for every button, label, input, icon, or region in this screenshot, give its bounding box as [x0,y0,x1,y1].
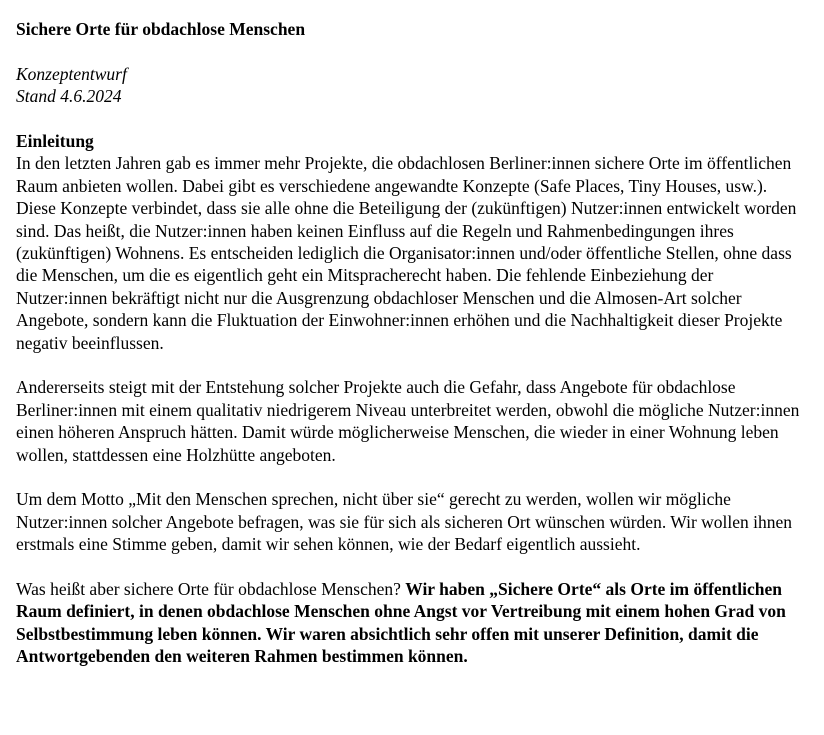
paragraph-risk: Andererseits steigt mit der Entstehung solcher Projekte auch die Gefahr, dass Angebote für obdachlose Berliner:innen mit einem qualitativ niedrigerem Niveau unterbreitet werden, obwohl die mögliche Nutzer:innen einen höheren Anspruch hätten. Damit würde möglicherweise Menschen, die wieder in einer Wohnung leben wollen, stattdessen eine Holzhütte angeboten. [16,377,800,465]
paragraph-motto: Um dem Motto „Mit den Menschen sprechen, nicht über sie“ gerecht zu werden, wollen wir mögliche Nutzer:innen solcher Angebote befragen, was sie für sich als sicheren Ort wünschen würden. Wir wollen ihnen erstmals eine Stimme geben, damit wir sehen können, wie der Bedarf eigentlich aussieht. [16,489,793,555]
paragraph-definition [16,578,808,668]
paragraph-definition-question: Was heißt aber sichere Orte für obdachlose Menschen? [16,579,406,600]
document-title: Sichere Orte für obdachlose Menschen [16,19,306,39]
paragraph-intro: In den letzten Jahren gab es immer mehr Projekte, die obdachlosen Berliner:innen sichere Orte im öffentlichen Raum anbieten wollen. Dabei gibt es verschiedene angewandte Konzepte (Safe Places, Tiny Houses, usw.). Diese Konzepte verbindet, dass sie alle ohne die Beteiligung der (zukünftigen) Nutzer:innen entwickelt worden sind. Das heißt, die Nutzer:innen haben keinen Einfluss auf die Regeln und Rahmenbedingungen ihres (zukünftigen) Wohnens. Es entscheiden lediglich die Organisator:innen und/oder öffentliche Stellen, ohne dass die Menschen, um die es eigentlich geht ein Mitspracherecht haben. Die fehlende Einbeziehung der Nutzer:innen bekräftigt nicht nur die Ausgrenzung obdachloser Menschen und die Almosen-Art solcher Angebote, sondern kann die Fluktuation der Einwohner:innen erhöhen und die Nachhaltigkeit dieser Projekte negativ beeinflussen. [16,153,797,353]
doc-date-line: Stand 4.6.2024 [16,86,122,107]
paragraph-definition-statement: Wir haben „Sichere Orte“ als Orte im öffentlichen Raum definiert, in denen obdachlose Menschen ohne Angst vor Vertreibung mit einem hohen Grad von Selbstbestimmung leben können. Wir waren absichtlich sehr offen mit unserer Definition, damit die Antwortgebenden den weiteren Rahmen bestimmen können. [16,579,786,667]
section-heading-einleitung: Einleitung [16,131,94,151]
doc-type-line: Konzeptentwurf [16,63,127,84]
